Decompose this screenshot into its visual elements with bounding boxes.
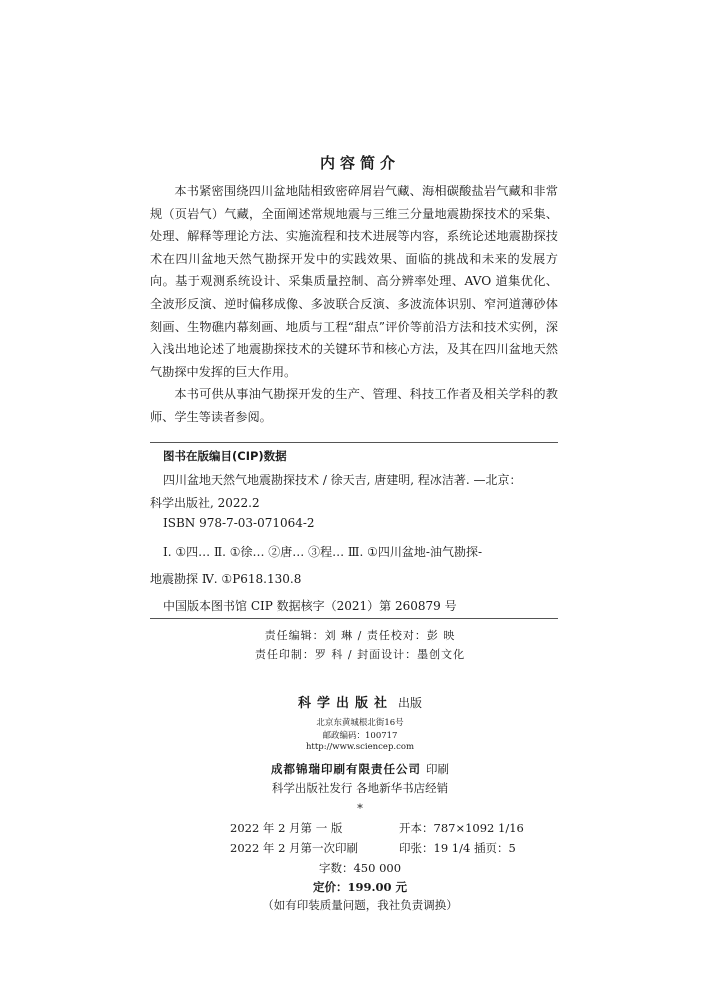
publisher-website: http://www.sciencep.com bbox=[305, 742, 415, 752]
distribution-line: 科学出版社发行 各地新华书店经销 bbox=[271, 781, 449, 795]
separator-asterisk: * bbox=[357, 801, 363, 815]
publisher-name: 科学出版社 bbox=[297, 696, 393, 711]
cip-publisher-line: 科学出版社, 2022.2 bbox=[150, 496, 260, 510]
credit-editors: 责任编辑：刘 琳 / 责任校对：彭 映 bbox=[264, 629, 456, 642]
cip-isbn: ISBN 978-7-03-071064-2 bbox=[163, 516, 315, 530]
printer-line bbox=[0, 758, 720, 777]
format-size: 开本：787×1092 1/16 bbox=[399, 821, 524, 835]
credit-printing: 责任印制：罗 科 / 封面设计：墨创文化 bbox=[254, 648, 466, 661]
cip-heading: 图书在版编目(CIP)数据 bbox=[163, 449, 287, 463]
price: 定价：199.00 元 bbox=[312, 880, 407, 894]
cip-classification: Ⅰ. ①四… Ⅱ. ①徐… ②唐… ③程… Ⅲ. ①四川盆地-油气勘探- bbox=[163, 545, 482, 559]
summary-title: 内容简介 bbox=[319, 154, 400, 172]
cip-classification-cont: 地震勘探 Ⅳ. ①P618.130.8 bbox=[150, 572, 302, 586]
printing-date: 2022 年 2 月第一次印刷 bbox=[230, 841, 359, 855]
summary-paragraph: 本书可供从事油气勘探开发的生产、管理、科技工作者及相关学科的教师、学生等读者参阅。 bbox=[150, 387, 558, 424]
cip-bottom-divider bbox=[150, 618, 558, 619]
printer-name: 成都锦瑞印刷有限责任公司 bbox=[270, 762, 421, 776]
quality-note: （如有印装质量问题，我社负责调换） bbox=[262, 898, 458, 912]
publisher-line bbox=[0, 692, 720, 711]
publisher-address: 北京东黄城根北街16号 bbox=[316, 718, 404, 728]
publisher-suffix: 出版 bbox=[398, 696, 423, 710]
word-count: 字数：450 000 bbox=[318, 861, 402, 875]
cip-top-divider bbox=[150, 442, 558, 443]
edition-date: 2022 年 2 月第 一 版 bbox=[230, 821, 343, 835]
summary-body bbox=[150, 180, 558, 429]
cip-number: 中国版本图书馆 CIP 数据核字（2021）第 260879 号 bbox=[163, 599, 457, 613]
publisher-postcode: 邮政编码：100717 bbox=[322, 731, 398, 741]
printer-suffix: 印刷 bbox=[426, 762, 450, 776]
cip-title-line: 四川盆地天然气地震勘探技术 / 徐天吉, 唐建明, 程冰洁著. —北京： bbox=[163, 473, 522, 487]
sheets-info: 印张：19 1/4 插页：5 bbox=[399, 841, 516, 855]
summary-paragraph: 本书紧密围绕四川盆地陆相致密碎屑岩气藏、海相碳酸盐岩气藏和非常规（页岩气）气藏，全面阐述常规地震与三维三分量地震勘探技术的采集、处理、解释等理论方法、实施流程和技术进展等内容，系统论述地震勘探技术在四川盆地天然气勘探开发中的实践效果、面临的挑战和未来的发展方向。基于观测系统设计、采集质量控制、高分辨率处理、AVO 道集优化、全波形反演、逆时偏移成像、多波联合反演、多波流体识别、窄河道薄砂体刻画、生物礁内幕刻画、地质与工程“甜点”评价等前沿方法和技术实例，深入浅出地论述了地震勘探技术的关键环节和核心方法，及其在四川盆地天然气勘探中发挥的巨大作用。 bbox=[150, 184, 558, 379]
